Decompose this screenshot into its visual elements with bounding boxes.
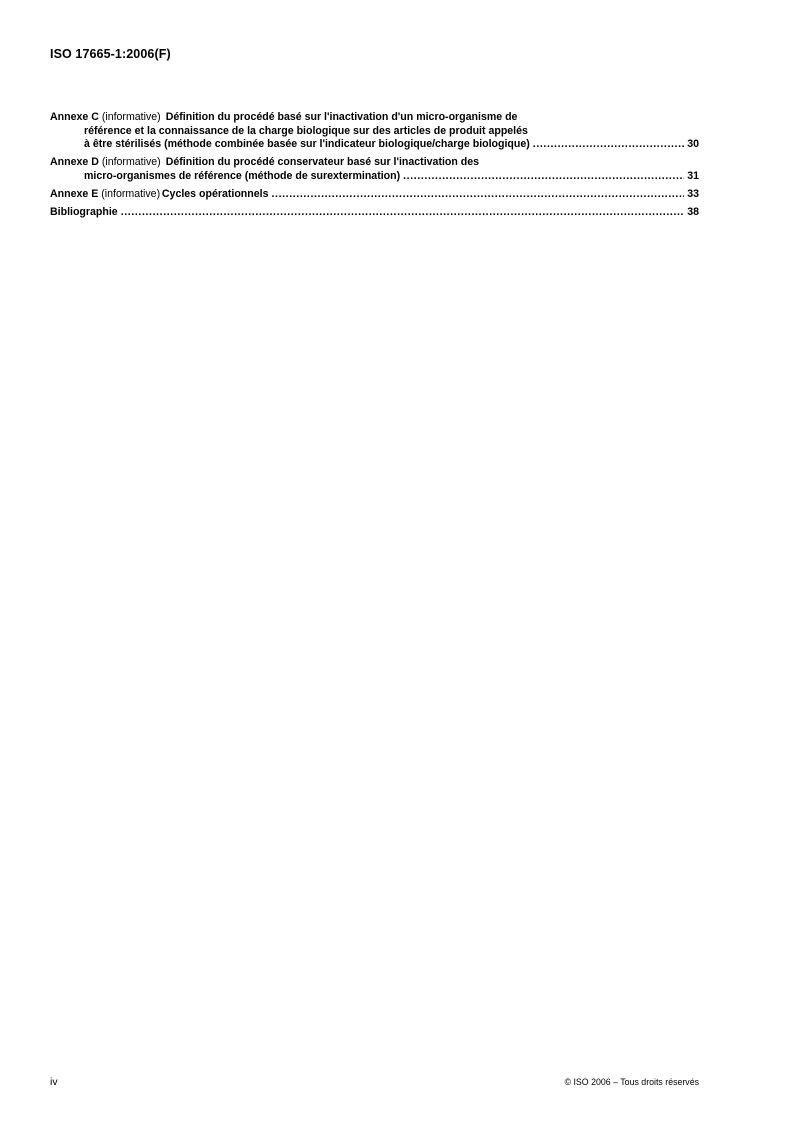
dot-leader (403, 170, 684, 184)
dot-leader (121, 206, 685, 220)
table-of-contents (50, 111, 699, 225)
page-number: 38 (687, 206, 699, 219)
toc-entry-annexe-e[interactable] (50, 188, 699, 202)
annex-type: (informative) (101, 111, 161, 123)
annex-type: (informative) (101, 188, 161, 201)
annex-title-line: Cycles opérationnels (161, 188, 269, 201)
page-number: 31 (687, 169, 699, 182)
page-footer (50, 1076, 699, 1088)
annex-label: Annexe D (50, 156, 99, 169)
footer-page-number: iv (50, 1076, 58, 1088)
page-number: 30 (687, 138, 699, 151)
copyright-notice: © ISO 2006 – Tous droits réservés (564, 1077, 699, 1087)
annex-title-line: Définition du procédé basé sur l'inactivation d'un micro-organisme de (165, 111, 518, 123)
dot-leader (271, 188, 684, 202)
toc-entry-annexe-d[interactable] (50, 156, 699, 183)
annex-type: (informative) (101, 156, 161, 169)
annex-label: Annexe C (50, 111, 99, 123)
dot-leader (533, 138, 684, 152)
annex-title-line: référence et la connaissance de la charge biologique sur des articles de produit appelés (84, 124, 528, 137)
toc-entry-annexe-c[interactable] (50, 111, 699, 152)
annex-title-line: micro-organismes de référence (méthode de surextermination) (84, 169, 401, 182)
toc-entry-bibliographie[interactable] (50, 206, 699, 220)
page-number: 33 (687, 188, 699, 201)
annex-label: Annexe E (50, 188, 99, 201)
annex-title-line: à être stérilisés (méthode combinée basée sur l'indicateur biologique/charge biologique) (84, 138, 530, 151)
annex-title-line: Définition du procédé conservateur basé sur l'inactivation des (165, 156, 480, 169)
section-title: Bibliographie (50, 206, 118, 219)
document-reference: ISO 17665-1:2006(F) (50, 47, 171, 61)
